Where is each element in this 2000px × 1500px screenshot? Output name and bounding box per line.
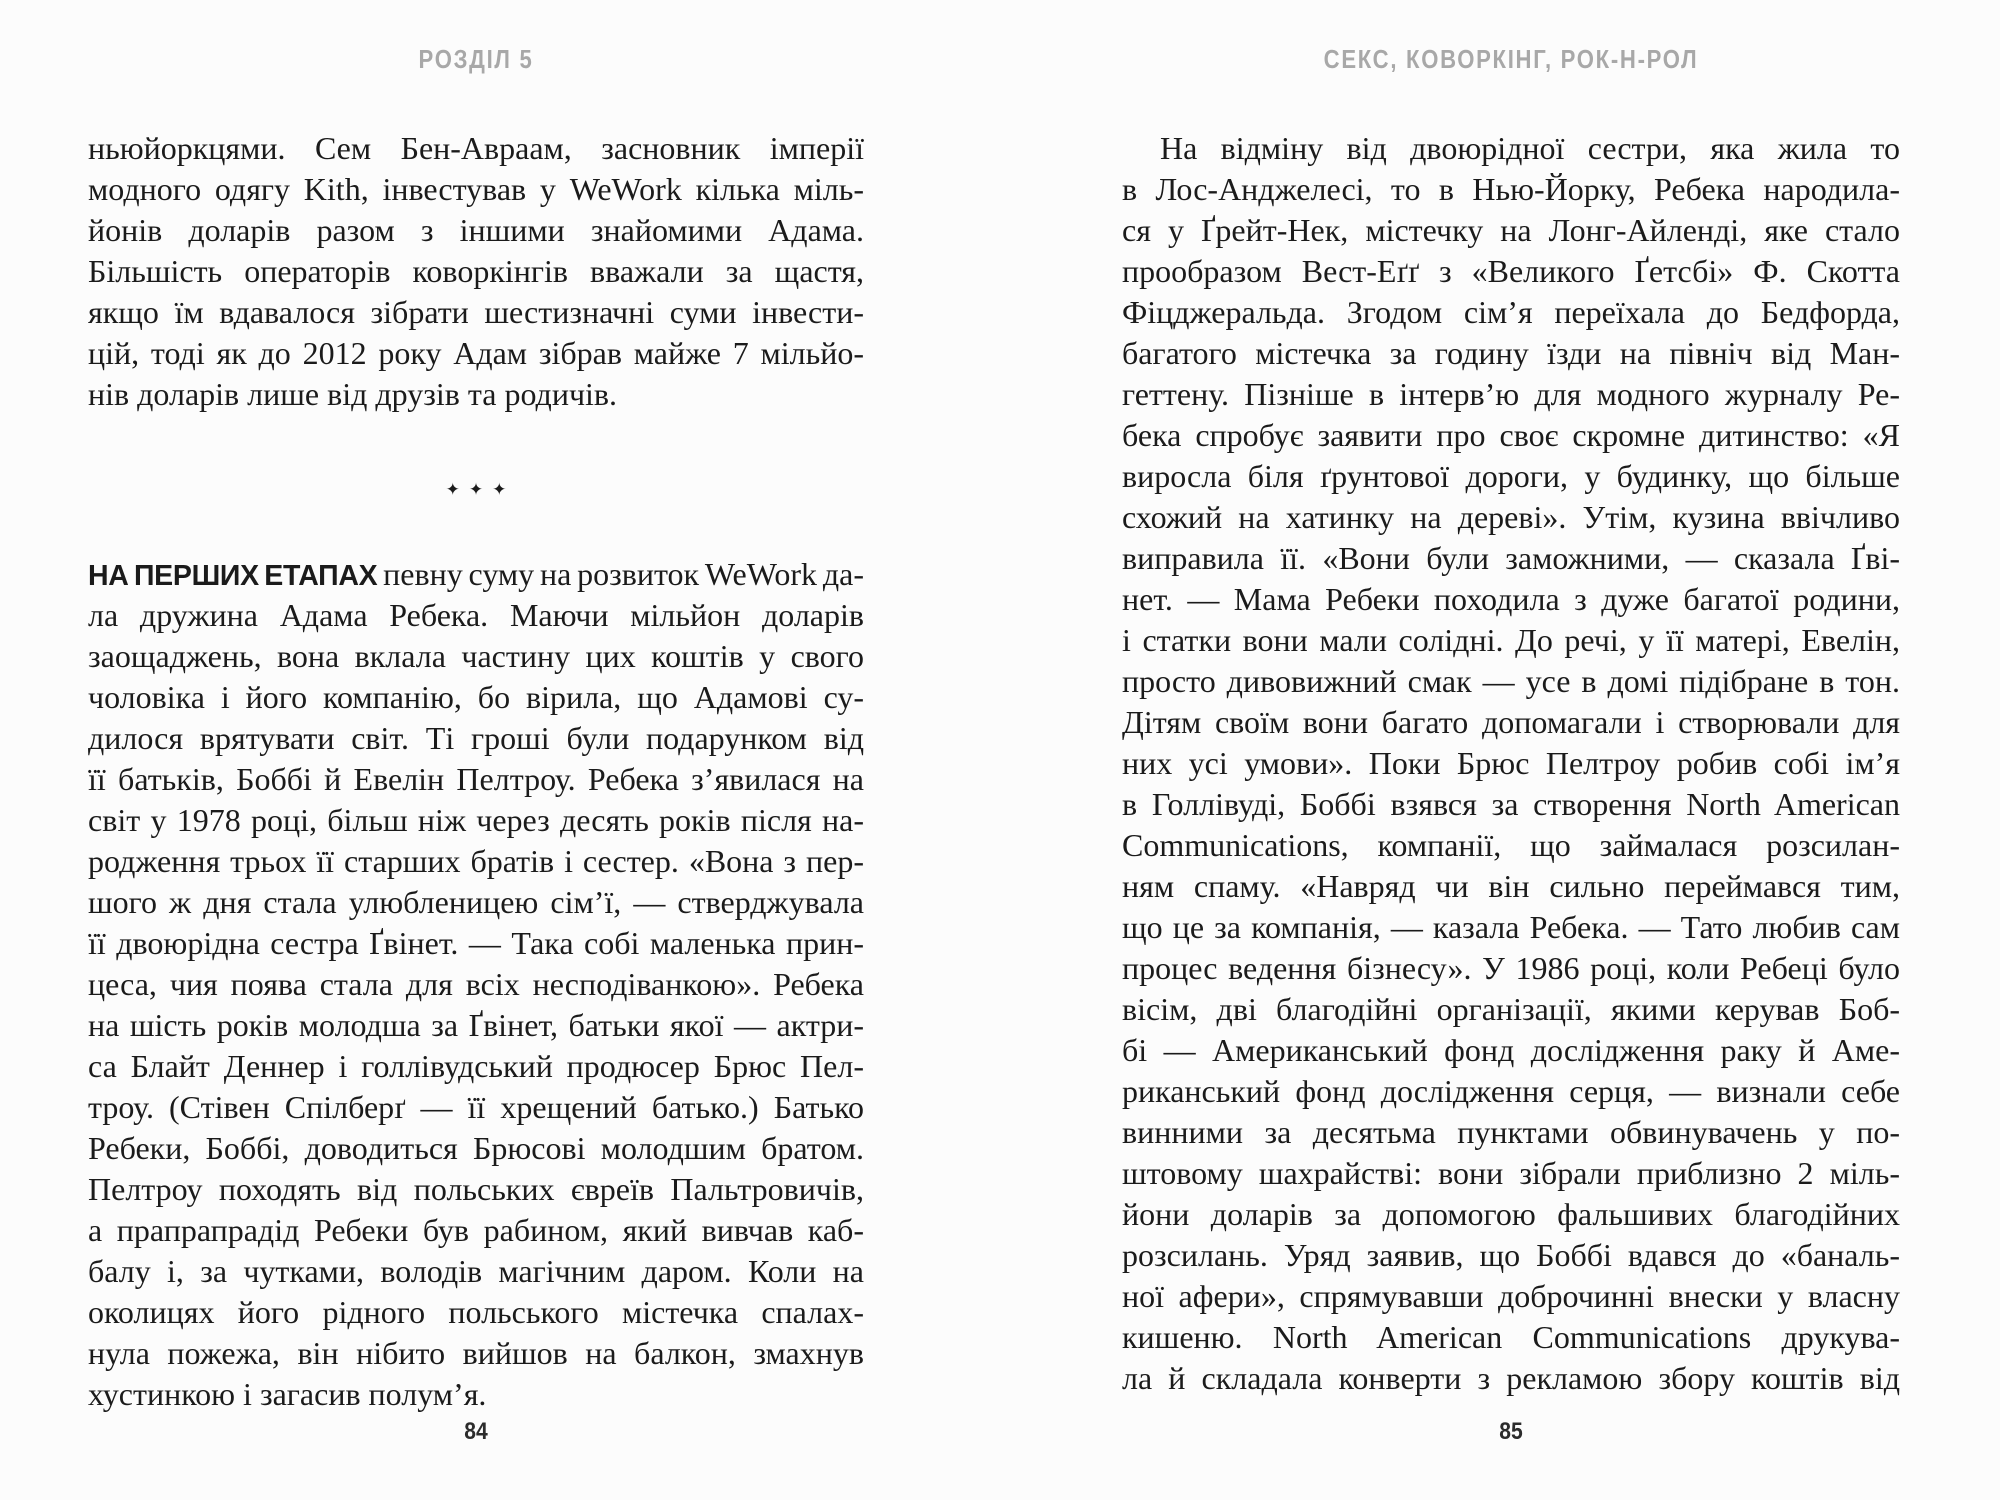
text-line: якщо їм вдавалося зібрати шестизначні суми інвести- <box>88 294 864 330</box>
text-line: ся у Ґрейт-Нек, містечку на Лонг-Айленді, яке стало <box>1122 212 1900 248</box>
text-line: ньюйоркцями. Сем Бен-Авраам, засновник імперії <box>88 130 864 166</box>
text-line: них усі умови». Поки Брюс Пелтроу робив собі ім’я <box>1122 745 1900 781</box>
text-line: Пелтроу походять від польських євреїв Пальтровичів, <box>88 1171 864 1207</box>
text-line: геттену. Пізніше в інтерв’ю для модного журналу Ре- <box>1122 376 1900 412</box>
paragraph-lines <box>88 595 864 1415</box>
text-line: що це за компанія, — казала Ребека. — Тато любив сам <box>1122 909 1900 945</box>
text-line: розсилань. Уряд заявив, що Боббі вдався до «баналь- <box>1122 1237 1900 1273</box>
text-line: її батьків, Боббі й Евелін Пелтроу. Ребека з’явилася на <box>88 761 864 797</box>
text-line: вісім, дві благодійні організації, якими керував Боб- <box>1122 991 1900 1027</box>
text-line: йонів доларів разом з іншими знайомими Адама. <box>88 212 864 248</box>
text-line: прообразом Вест-Еґґ з «Великого Ґетсбі» Ф. Скотта <box>1122 253 1900 289</box>
text-line: схожий на хатинку на дереві». Утім, кузина ввічливо <box>1122 499 1900 535</box>
text-line: бі — Американський фонд дослідження раку й Аме- <box>1122 1032 1900 1068</box>
text-line: її двоюрідна сестра Ґвінет. — Така собі маленька прин- <box>88 925 864 961</box>
text-line: ла й складала конверти з рекламою збору коштів від <box>1122 1360 1900 1396</box>
text-line: а прапрапрадід Ребеки був рабином, який вивчав каб- <box>88 1212 864 1248</box>
text-line: родження трьох її старших братів і сестер. «Вона з пер- <box>88 843 864 879</box>
right-page <box>1122 0 1900 1500</box>
text-line: Більшість операторів коворкінгів вважали за щастя, <box>88 253 864 289</box>
section-lead-caps: НА ПЕРШИХ ЕТАПАХ <box>88 560 378 592</box>
text-line: заощаджень, вона вклала частину цих коштів у свого <box>88 638 864 674</box>
text-line: Фіцджеральда. Згодом сім’я переїхала до Бедфорда, <box>1122 294 1900 330</box>
left-page <box>88 0 864 1500</box>
text-line: околицях його рідного польського містечка спалах- <box>88 1294 864 1330</box>
text-line: риканський фонд дослідження серця, — визнали себе <box>1122 1073 1900 1109</box>
text-line: виправила її. «Вони були заможними, — сказала Ґві- <box>1122 540 1900 576</box>
paragraph <box>1122 128 1900 1399</box>
text-line: балу і, за чутками, володів магічним даром. Коли на <box>88 1253 864 1289</box>
text-line: процес ведення бізнесу». У 1986 році, коли Ребеці було <box>1122 950 1900 986</box>
text-line: в Голлівуді, Боббі взявся за створення North American <box>1122 786 1900 822</box>
text-line: багатого містечка за годину їзди на північ від Ман- <box>1122 335 1900 371</box>
text-line: на шість років молодша за Ґвінет, батьки якої — актри- <box>88 1007 864 1043</box>
text-line: нет. — Мама Ребеки походила з дуже багатої родини, <box>1122 581 1900 617</box>
paragraph <box>88 554 864 1415</box>
text-line: шого ж дня стала улюбленицею сім’ї, — стверджувала <box>88 884 864 920</box>
text-line: Дітям своїм вони багато допомагали і створювали для <box>1122 704 1900 740</box>
text-line: Ребеки, Боббі, доводиться Брюсові молодшим братом. <box>88 1130 864 1166</box>
text-line: На відміну від двоюрідної сестри, яка жила то <box>1160 130 1900 166</box>
paragraph <box>88 128 864 415</box>
text-line: і статки вони мали солідні. До речі, у її матері, Евелін, <box>1122 622 1900 658</box>
text-line: Communications, компанії, що займалася розсилан- <box>1122 827 1900 863</box>
text-line: ням спаму. «Навряд чи він сильно переймався тим, <box>1122 868 1900 904</box>
text-line: нів доларів лише від друзів та родичів. <box>88 376 618 412</box>
text-line: кишеню. North American Communications друкува- <box>1122 1319 1900 1355</box>
text-line: винними за десятьма пунктами обвинувачень у по- <box>1122 1114 1900 1150</box>
section-separator-ornament: ✦✦✦ <box>445 480 516 499</box>
text-line <box>88 554 864 595</box>
text-line: нула пожежа, він нібито вийшов на балкон, змахнув <box>88 1335 864 1371</box>
text-line: хустинкою і загасив полум’я. <box>88 1376 487 1412</box>
text-line: йони доларів за допомогою фальшивих благодійних <box>1122 1196 1900 1232</box>
text-line: в Лос-Анджелесі, то в Нью-Йорку, Ребека народила- <box>1122 171 1900 207</box>
text-line: цеса, чия поява стала для всіх несподіванкою». Ребека <box>88 966 864 1002</box>
text-line: бека спробує заявити про своє скромне дитинство: «Я <box>1122 417 1900 453</box>
text-line: модного одягу Kith, інвестував у WeWork кілька міль- <box>88 171 864 207</box>
text-line: чоловіка і його компанію, бо вірила, що Адамові су- <box>88 679 864 715</box>
page-number: 85 <box>1499 1418 1523 1445</box>
text-line: ла дружина Адама Ребека. Маючи мільйон доларів <box>88 597 864 633</box>
running-head-title: СЕКС, КОВОРКІНГ, РОК-Н-РОЛ <box>1323 44 1699 74</box>
lead-line-rest: певну суму на розвиток WeWork да- <box>377 556 865 592</box>
text-line: виросла біля ґрунтової дороги, у будинку, що більше <box>1122 458 1900 494</box>
text-line: са Блайт Деннер і голлівудський продюсер Брюс Пел- <box>88 1048 864 1084</box>
text-line: штовому шахрайстві: вони зібрали приблизно 2 міль- <box>1122 1155 1900 1191</box>
page-number: 84 <box>464 1418 488 1445</box>
text-line: просто дивовижний смак — усе в домі підібране в тон. <box>1122 663 1900 699</box>
text-line: цій, тоді як до 2012 року Адам зібрав майже 7 мільйо- <box>88 335 864 371</box>
text-line: дилося врятувати світ. Ті гроші були подарунком від <box>88 720 864 756</box>
running-head-chapter: РОЗДІЛ 5 <box>418 44 534 74</box>
text-line: ної афери», спрямувавши доброчинні внески у власну <box>1122 1278 1900 1314</box>
text-line: троу. (Стівен Спілберґ — її хрещений батько.) Батько <box>88 1089 864 1125</box>
text-line: світ у 1978 році, більш ніж через десять років після на- <box>88 802 864 838</box>
